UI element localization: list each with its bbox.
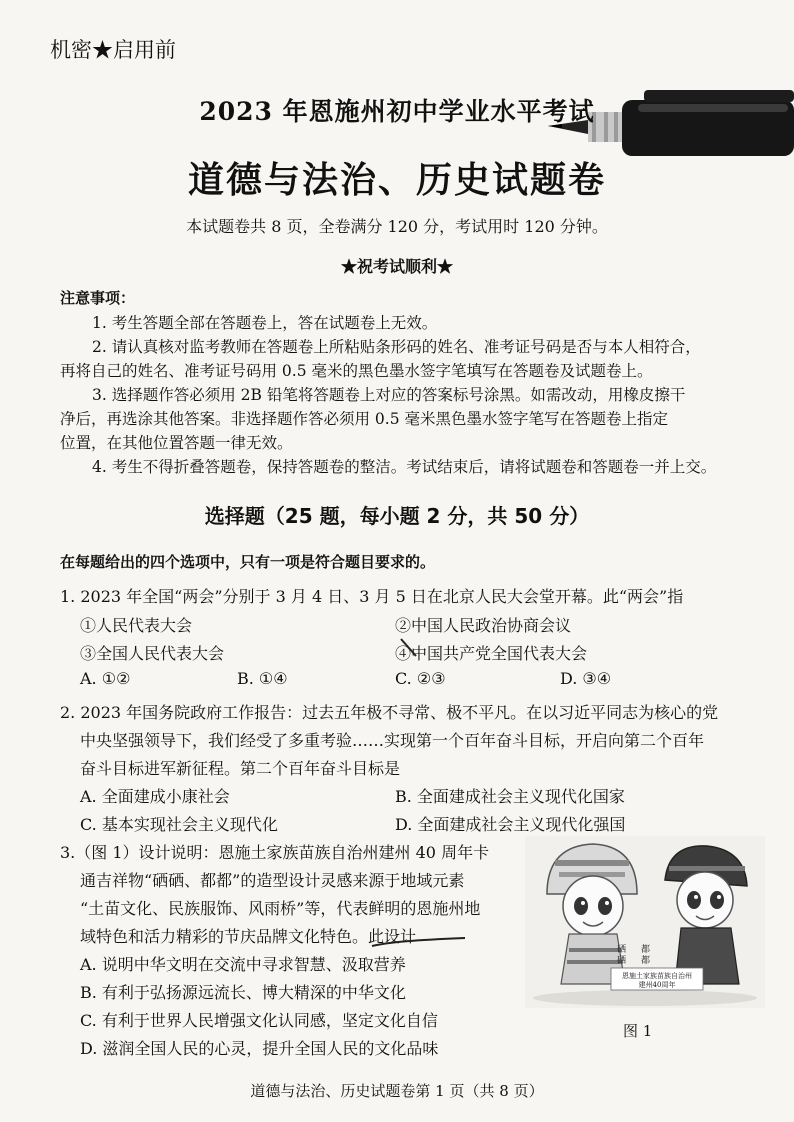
q2-option-a: A. 全面建成小康社会 bbox=[80, 787, 230, 806]
notice-item: 3. 选择题作答必须用 2B 铅笔将答题卷上对应的答案标号涂黑。如需改动，用橡皮擦干 bbox=[92, 386, 686, 404]
notice-item: 净后，再选涂其他答案。非选择题作答必须用 0.5 毫米黑色墨水签字笔写在答题卷上指定 bbox=[60, 410, 669, 428]
q3-option-b: B. 有利于弘扬源远流长、博大精深的中华文化 bbox=[80, 983, 406, 1002]
q1-item: ②中国人民政治协商会议 bbox=[395, 616, 572, 635]
mascot-name-left-2: 硒 bbox=[617, 956, 627, 966]
q3-option-c: C. 有利于世界人民增强文化认同感，坚定文化自信 bbox=[80, 1011, 438, 1030]
q1-option-c: C. ②③ bbox=[395, 669, 446, 688]
notice-item: 再将自己的姓名、准考证号码用 0.5 毫米的黑色墨水签字笔填写在答题卷及试题卷上。 bbox=[60, 362, 653, 380]
section-title: 选择题（25 题，每小题 2 分，共 50 分） bbox=[204, 504, 590, 528]
mascot-banner-line1: 恩施土家族苗族自治州 bbox=[622, 972, 692, 980]
q1-option-d: D. ③④ bbox=[560, 669, 612, 688]
q1-option-a: A. ①② bbox=[80, 669, 131, 688]
q1-item: ④中国共产党全国代表大会 bbox=[395, 644, 588, 663]
section-instruction: 在每题给出的四个选项中，只有一项是符合题目要求的。 bbox=[60, 553, 436, 571]
q1-stem: 1. 2023 年全国“两会”分别于 3 月 4 日、3 月 5 日在北京人民大会堂开幕。此“两会”指 bbox=[60, 587, 684, 606]
q1-item: ③全国人民代表大会 bbox=[80, 644, 225, 663]
q2-option-b: B. 全面建成社会主义现代化国家 bbox=[395, 787, 625, 806]
exam-info: 本试题卷共 8 页，全卷满分 120 分，考试用时 120 分钟。 bbox=[186, 217, 608, 236]
q3-option-a: A. 说明中华文明在交流中寻求智慧、汲取营养 bbox=[80, 955, 406, 974]
q3-stem-line: 3.（图 1）设计说明：恩施土家族苗族自治州建州 40 周年卡 bbox=[60, 843, 490, 862]
q3-stem-line: 通吉祥物“硒硒、都都”的造型设计灵感来源于地域元素 bbox=[80, 871, 465, 890]
notice-item: 1. 考生答题全部在答题卷上，答在试题卷上无效。 bbox=[92, 314, 438, 332]
mascot-name-right-2: 都 bbox=[641, 956, 651, 966]
q3-stem-line: “土苗文化、民族服饰、风雨桥”等，代表鲜明的恩施州地 bbox=[80, 899, 481, 918]
confidential-mark: 机密★启用前 bbox=[50, 38, 176, 62]
exam-title: 2023 年恩施州初中学业水平考试 bbox=[199, 97, 595, 126]
notice-item: 2. 请认真核对监考教师在答题卷上所粘贴条形码的姓名、准考证号码是否与本人相符合， bbox=[92, 338, 701, 356]
notice-heading: 注意事项： bbox=[60, 289, 136, 307]
q2-option-c: C. 基本实现社会主义现代化 bbox=[80, 815, 278, 834]
q2-stem-line: 奋斗目标进军新征程。第二个百年奋斗目标是 bbox=[80, 759, 401, 778]
mascot-banner-line2: 建州40周年 bbox=[638, 981, 676, 989]
q2-option-d: D. 全面建成社会主义现代化强国 bbox=[395, 815, 626, 834]
mascot-name-left: 硒 bbox=[617, 945, 627, 955]
mascot-name-right: 都 bbox=[641, 945, 651, 955]
figure-caption: 图 1 bbox=[623, 1022, 653, 1040]
q3-option-d: D. 滋润全国人民的心灵，提升全国人民的文化品味 bbox=[80, 1039, 439, 1058]
q1-item: ①人民代表大会 bbox=[80, 616, 193, 635]
handwriting-mark bbox=[370, 930, 470, 952]
q1-option-b: B. ①④ bbox=[237, 669, 288, 688]
notice-item: 4. 考生不得折叠答题卷，保持答题卷的整洁。考试结束后，请将试题卷和答题卷一并上交。 bbox=[92, 458, 717, 476]
good-luck-line: ★祝考试顺利★ bbox=[340, 257, 453, 276]
handwriting-mark bbox=[398, 636, 420, 660]
notice-item: 位置，在其他位置答题一律无效。 bbox=[60, 434, 293, 452]
mascot-left-face bbox=[563, 876, 623, 936]
page-footer: 道德与法治、历史试题卷第 1 页（共 8 页） bbox=[250, 1082, 544, 1100]
q2-stem-line: 2. 2023 年国务院政府工作报告：过去五年极不寻常、极不平凡。在以习近平同志为核心的党 bbox=[60, 703, 719, 722]
q2-stem-line: 中央坚强领导下，我们经受了多重考验……实现第一个百年奋斗目标，开启向第二个百年 bbox=[80, 731, 705, 750]
mascot-figure bbox=[525, 836, 765, 1008]
q3-stem-line: 域特色和活力精彩的节庆品牌文化特色。此设计 bbox=[80, 927, 417, 946]
paper-subtitle: 道德与法治、历史试题卷 bbox=[187, 160, 606, 201]
